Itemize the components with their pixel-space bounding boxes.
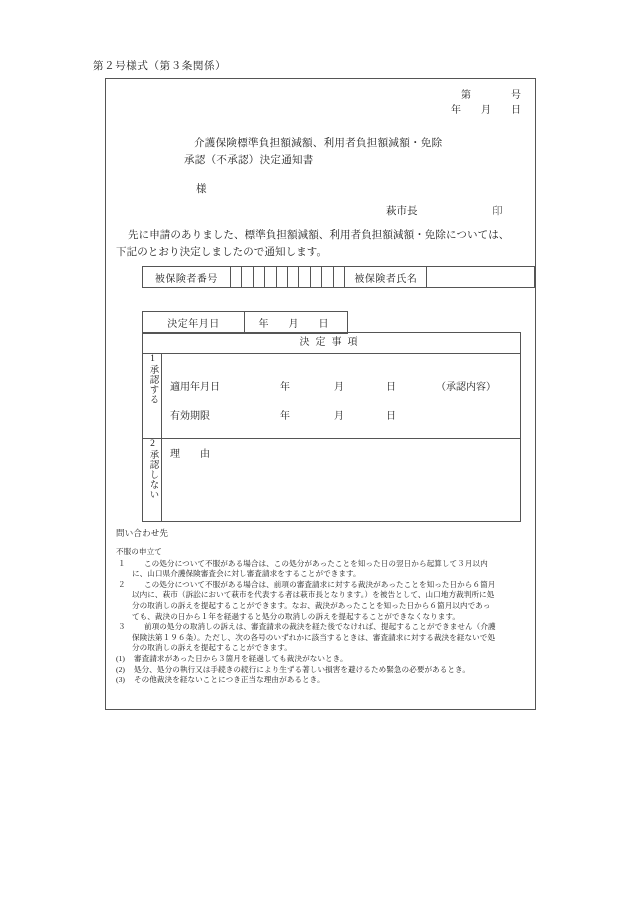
- table-header-row: [143, 333, 521, 354]
- insured-number-digit-8[interactable]: [310, 267, 321, 288]
- appeal-note-1-number: １: [118, 558, 126, 568]
- appeal-note-2-line-2: 以内に、萩市（訴訟において萩市を代表する者は萩市長となります。）を被告として、山口地方裁判所に処: [132, 590, 495, 600]
- insured-number-digit-9[interactable]: [322, 267, 333, 288]
- reason-label: 理 由: [170, 449, 215, 460]
- valid-until-month[interactable]: 月: [334, 411, 344, 422]
- insured-number-digit-7[interactable]: [299, 267, 310, 288]
- appeal-note-2: [116, 580, 528, 622]
- insured-number-digit-4[interactable]: [265, 267, 276, 288]
- appeal-note-3-line-3: 分の取消しの訴えを提起することができます。: [132, 643, 292, 653]
- seal-icon: 印: [492, 206, 503, 217]
- issuer-block: [386, 203, 503, 218]
- insured-person-table: [142, 266, 535, 288]
- title-line-2: 承認（不承認）決定通知書: [184, 155, 314, 166]
- appeal-notes: [116, 547, 528, 686]
- contact-label: 問い合わせ先: [116, 528, 169, 538]
- appeal-sub-item-1-text: 審査請求があった日から３箇月を経過しても裁決がないとき。: [134, 653, 348, 663]
- appeal-note-3-number: ３: [118, 622, 126, 632]
- document-number-line: 第 号: [461, 90, 521, 101]
- insured-number-digit-5[interactable]: [276, 267, 287, 288]
- appeal-sub-item-1-number: (1): [116, 653, 126, 663]
- approval-content-note: （承認内容）: [436, 382, 496, 393]
- appeal-sub-item-1: [116, 654, 528, 665]
- appeal-note-1-line-1: この処分について不服がある場合は、この処分があったことを知った日の翌日から起算して３月以内: [144, 558, 488, 568]
- insured-name-field[interactable]: [427, 267, 535, 288]
- appeal-note-3: [116, 622, 528, 654]
- appeal-note-3-line-2: 保険法第１９６条）。ただし、次の各号のいずれかに該当するときは、審査請求に対する裁決を経ないで処: [132, 632, 496, 642]
- insured-number-digit-10[interactable]: [333, 267, 344, 288]
- document-body: [106, 79, 535, 709]
- addressee-honorific: 様: [196, 184, 207, 195]
- body-line-1: 先に申請のありました、標準負担額減額、利用者負担額減額・免除については、: [128, 230, 510, 241]
- apply-date-day[interactable]: 日: [386, 382, 396, 393]
- section-2-vertical-label: 2承認しない: [143, 439, 162, 522]
- section-1-vertical-label: 1承認する: [143, 354, 162, 439]
- document-meta: [451, 88, 521, 118]
- issuer-name: 萩市長: [386, 206, 418, 217]
- insured-number-digit-6[interactable]: [288, 267, 299, 288]
- appeal-note-2-line-1: この処分について不服がある場合は、前項の審査請求に対する裁決があったことを知った日から６箇月: [144, 579, 496, 589]
- appeal-notes-title: 不服の申立て: [116, 547, 162, 556]
- appeal-sub-item-2-text: 処分、処分の執行又は手続きの続行により生ずる著しい損害を避けるため緊急の必要があるとき。: [134, 664, 471, 674]
- table-row: [143, 267, 535, 288]
- insured-number-digit-1[interactable]: [230, 267, 241, 288]
- table-row: [143, 312, 348, 334]
- appeal-sub-item-2: [116, 665, 528, 676]
- body-paragraph: [116, 227, 528, 261]
- appeal-note-1-line-2: に、山口県介護保険審査会に対し審査請求をすることができます。: [132, 569, 361, 579]
- apply-date-month[interactable]: 月: [334, 382, 344, 393]
- decision-table: [142, 332, 521, 522]
- appeal-sub-item-3-number: (3): [116, 675, 126, 685]
- appeal-note-2-line-4: ても、裁決の日から１年を経過すると処分の取消しの訴えを提起することができなくなります。: [132, 611, 461, 621]
- insured-number-label: 被保険者番号: [143, 267, 231, 288]
- appeal-note-3-line-1: 前項の処分の取消しの訴えは、審査請求の裁決を経た後でなければ、提起することができません（介護: [144, 622, 496, 632]
- section-2-content: [162, 439, 521, 522]
- title-line-1: 介護保険標準負担額減額、利用者負担額減額・免除: [194, 138, 443, 149]
- decision-date-label: 決定年月日: [143, 312, 245, 334]
- section-1-content: [162, 354, 521, 439]
- appeal-sub-item-2-number: (2): [116, 664, 126, 674]
- appeal-note-2-number: ２: [118, 579, 126, 589]
- insured-number-digit-2[interactable]: [242, 267, 253, 288]
- decision-items-header: 決定事項: [143, 333, 521, 354]
- table-row-reject: [143, 439, 521, 522]
- decision-date-table: [142, 311, 348, 334]
- document-frame: [105, 78, 536, 710]
- valid-until-day[interactable]: 日: [386, 411, 396, 422]
- document-date-line: 年 月 日: [451, 105, 521, 116]
- insured-number-digit-3[interactable]: [253, 267, 264, 288]
- decision-date-field[interactable]: 年 月 日: [245, 312, 348, 334]
- insured-name-label: 被保険者氏名: [345, 267, 427, 288]
- valid-until-label: 有効期限: [170, 411, 210, 422]
- appeal-sub-item-3: [116, 675, 528, 686]
- valid-until-year[interactable]: 年: [280, 411, 290, 422]
- body-line-2: 下記のとおり決定しましたので通知します。: [116, 247, 328, 258]
- apply-date-year[interactable]: 年: [280, 382, 290, 393]
- form-number: 第２号様式（第３条関係）: [93, 61, 227, 72]
- apply-date-label: 適用年月日: [170, 382, 220, 393]
- page-title: [184, 135, 443, 169]
- appeal-note-1: [116, 559, 528, 580]
- appeal-sub-item-3-text: その他裁決を経ないことにつき正当な理由があるとき。: [134, 675, 325, 685]
- appeal-note-2-line-3: 分の取消しの訴えを提起することができます。なお、裁決があったことを知った日から６箇月以内であっ: [132, 600, 491, 610]
- table-row-approve: [143, 354, 521, 439]
